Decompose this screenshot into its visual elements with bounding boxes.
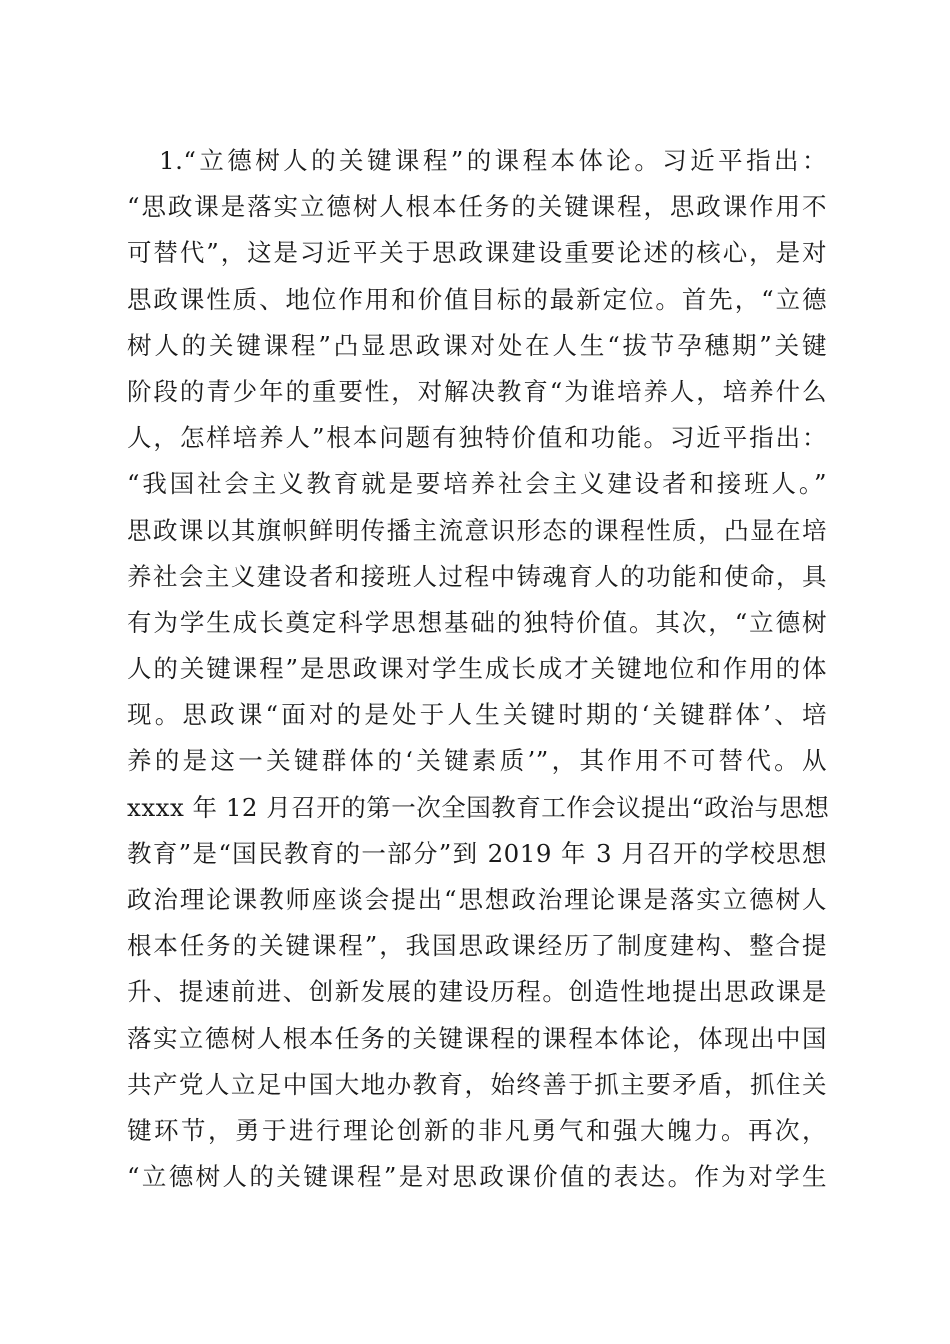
text-line: 1.“立德树人的关键课程”的课程本体论。习近平指出： bbox=[159, 146, 827, 175]
text-line: 思政课以其旗帜鲜明传播主流意识形态的课程性质，凸显在培 bbox=[127, 515, 827, 545]
text-line: 升、提速前进、创新发展的建设历程。创造性地提出思政课是 bbox=[127, 977, 827, 1007]
text-line: “思政课是落实立德树人根本任务的关键课程，思政课作用不 bbox=[127, 192, 827, 222]
text-line: 根本任务的关键课程”，我国思政课经历了制度建构、整合提 bbox=[127, 931, 827, 961]
text-line: 人，怎样培养人”根本问题有独特价值和功能。习近平指出： bbox=[127, 423, 827, 453]
body-paragraph bbox=[127, 138, 830, 1200]
text-line: “立德树人的关键课程”是对思政课价值的表达。作为对学生 bbox=[127, 1162, 827, 1192]
text-line: 共产党人立足中国大地办教育，始终善于抓主要矛盾，抓住关 bbox=[127, 1069, 827, 1099]
text-line: 政治理论课教师座谈会提出“思想政治理论课是落实立德树人 bbox=[127, 885, 827, 914]
text-line: xxxx 年 12 月召开的第一次全国教育工作会议提出“政治与思想 bbox=[127, 792, 830, 822]
text-line: 教育”是“国民教育的一部分”到 2019 年 3 月召开的学校思想 bbox=[127, 838, 827, 868]
text-line: 落实立德树人根本任务的关键课程的课程本体论，体现出中国 bbox=[127, 1023, 827, 1053]
text-line: 现。思政课“面对的是处于人生关键时期的‘关键群体’、培 bbox=[127, 700, 827, 730]
text-line: 人的关键课程”是思政课对学生成长成才关键地位和作用的体 bbox=[127, 654, 827, 684]
text-line: 养的是这一关键群体的‘关键素质’”，其作用不可替代。从 bbox=[127, 746, 827, 776]
text-line: 树人的关键课程”凸显思政课对处在人生“拔节孕穗期”关键 bbox=[127, 330, 827, 360]
text-line: 思政课性质、地位作用和价值目标的最新定位。首先，“立德 bbox=[127, 284, 827, 314]
text-line: 键环节，勇于进行理论创新的非凡勇气和强大魄力。再次， bbox=[127, 1115, 827, 1145]
text-line: 阶段的青少年的重要性，对解决教育“为谁培养人，培养什么 bbox=[127, 376, 827, 406]
text-line: 养社会主义建设者和接班人过程中铸魂育人的功能和使命，具 bbox=[127, 561, 827, 591]
text-line: 有为学生成长奠定科学思想基础的独特价值。其次，“立德树 bbox=[127, 607, 827, 637]
text-line: 可替代”，这是习近平关于思政课建设重要论述的核心，是对 bbox=[127, 238, 827, 268]
text-line: “我国社会主义教育就是要培养社会主义建设者和接班人。” bbox=[127, 469, 827, 499]
